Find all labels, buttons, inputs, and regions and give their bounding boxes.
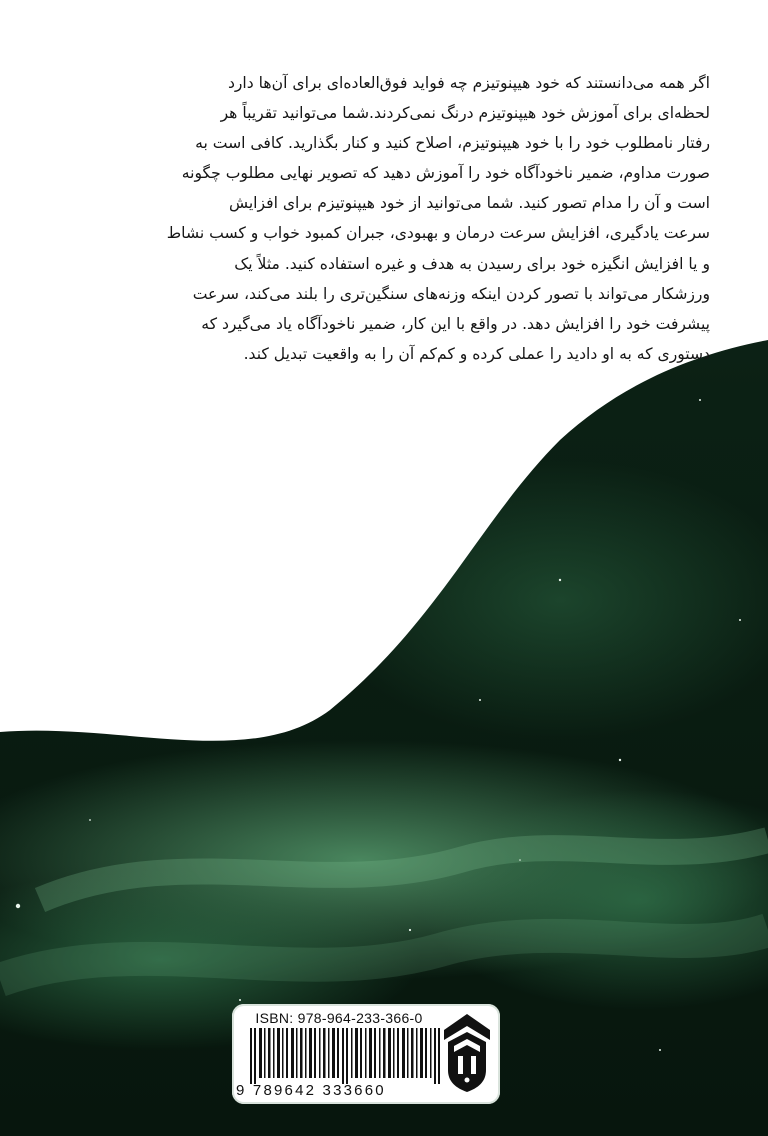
blurb-line: اگر همه می‌دانستند که خود هیپنوتیزم چه فواید فوق‌العاده‌ای برای آن‌ها دارد xyxy=(227,74,710,92)
blurb-line: سرعت یادگیری، افزایش سرعت درمان و بهبودی، جبران کمبود خواب و کسب نشاط xyxy=(166,224,710,243)
blurb-line: رفتار نامطلوب خود را با خود هیپنوتیزم، اصلاح کنید و کنار بگذارید. کافی است به xyxy=(195,134,710,153)
blurb-line: و یا افزایش انگیزه خود برای رسیدن به هدف و غیره استفاده کنید. مثلاً یک xyxy=(234,254,710,273)
blurb-line: است و آن را مدام تصور کنید. شما می‌توانید از خود هیپنوتیزم برای افزایش xyxy=(228,194,710,213)
blurb-line: پیشرفت خود را افزایش دهد. در واقع با این کار، ضمیر ناخودآگاه یاد می‌گیرد که xyxy=(201,314,710,333)
publisher-logo-icon xyxy=(440,1012,494,1096)
blurb-line: ورزشکار می‌تواند با تصور کردن اینکه وزنه‌های سنگین‌تری را بلند می‌کند، سرعت xyxy=(192,284,710,303)
barcode-bars xyxy=(250,1028,440,1084)
blurb-line: صورت مداوم، ضمیر ناخودآگاه خود را آموزش دهید که تصویر نهایی مطلوب چگونه xyxy=(181,164,710,183)
back-cover-blurb xyxy=(150,68,710,369)
blurb-line: دستوری که به او دادید را عملی کرده و کم‌کم آن را به واقعیت تبدیل کند. xyxy=(243,344,710,363)
blurb-line: لحظه‌ای برای آموزش خود هیپنوتیزم درنگ نمی‌کردند.شما می‌توانید تقریباً هر xyxy=(220,104,710,123)
barcode-number: 9 789642 333660 xyxy=(236,1082,386,1099)
isbn-barcode-panel xyxy=(232,1004,500,1104)
isbn-label: ISBN: 978-964-233-366-0 xyxy=(255,1010,423,1026)
